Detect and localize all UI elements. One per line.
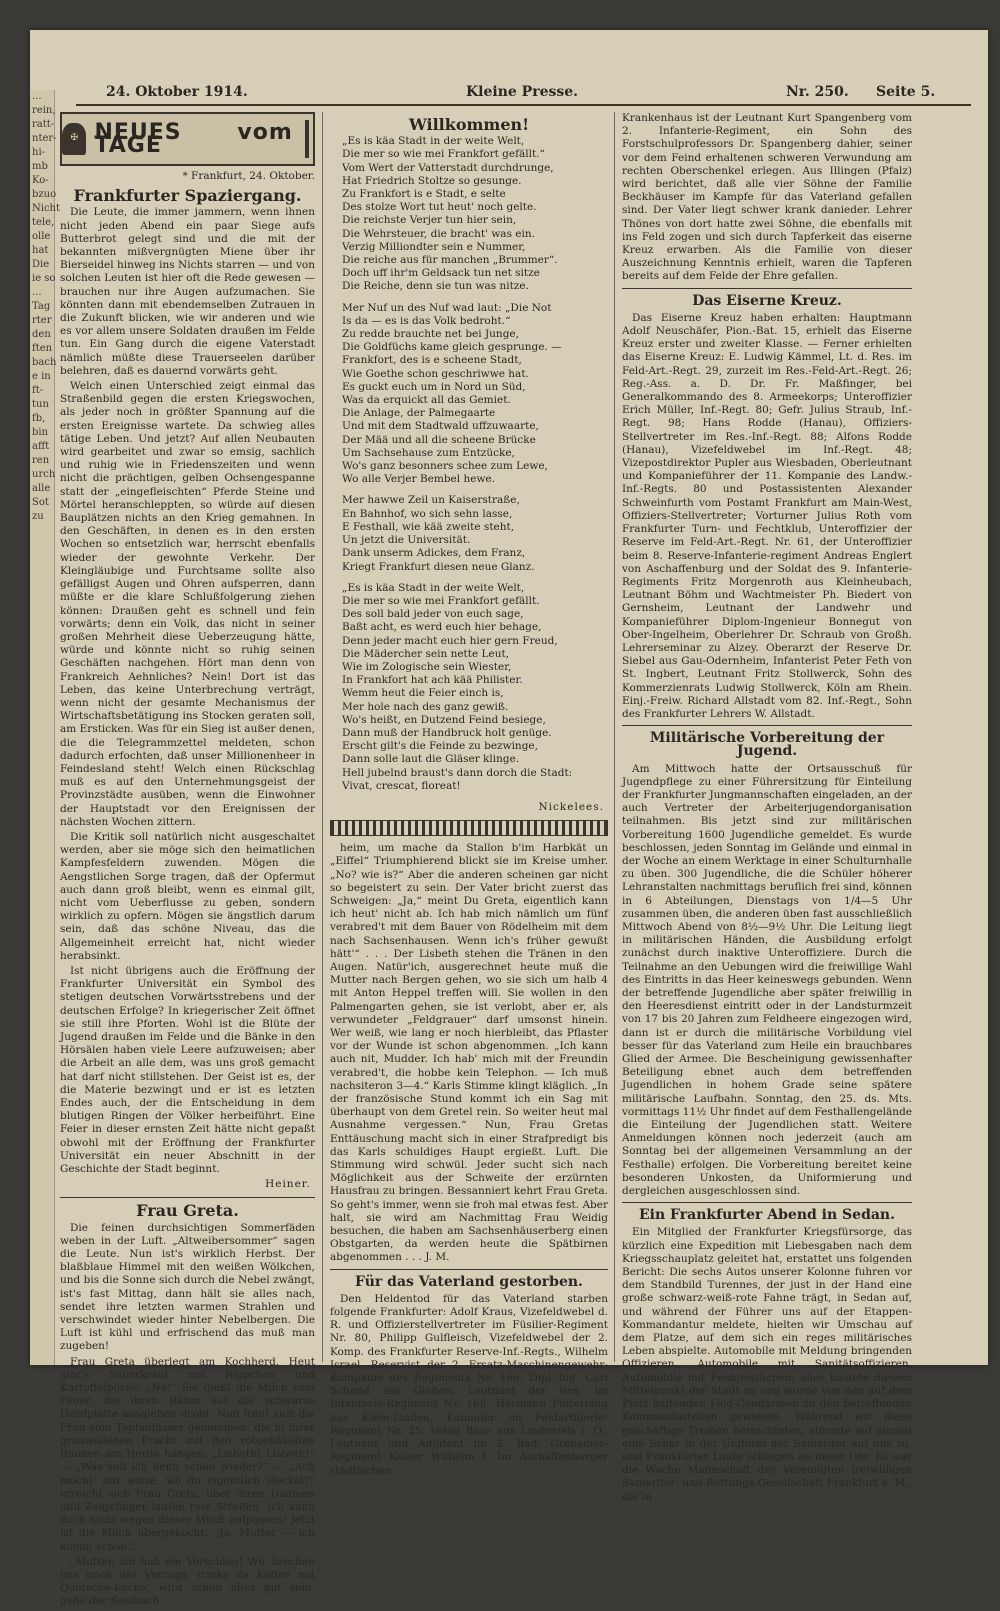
strip-fragment: tele, <box>32 217 55 228</box>
poem-line: Des soll bald jeder von euch sage, <box>342 608 524 621</box>
poem-line: Dann muß der Handbruck holt genüge. <box>342 726 552 739</box>
poem-line: Hat Friedrich Stoltze so gesunge. <box>342 174 522 187</box>
article-paragraph: Ist nicht übrigens auch die Eröffnung der Frankfurter Universität ein Symbol des stetigen deutschen Vorwärtsstrebens und der deutschen Erfolge? In kriegerischer Zeit öffnet sie still ihre Pforten. Wohl ist die Blüte der Jugend draußen im Felde und die Bänke in den Hörsälen haben viele Leere aufzuweisen; aber die Arbeit an alle dem, was uns groß gemacht hat darf nicht stillstehen. Der Geist ist es, der die Materie bezwingt und er ist es letzten Endes auch, der die Entscheidung in dem blutigen Ringen der Völker herbeiführt. Eine Feier in dieser ernsten Zeit hätte nicht gepaßt obwohl mit der Eröffnung der Frankfurter Universität ein neuer Abschnitt in der Geschichte der Stadt beginnt. <box>60 964 315 1176</box>
strip-fragment: afft <box>32 441 50 452</box>
strip-fragment: den <box>32 329 51 340</box>
poem-line: Die Reiche, denn sie tun was nitze. <box>342 280 529 293</box>
poem-line: Wo's ganz besonners schee zum Lewe, <box>342 460 548 473</box>
strip-fragment: fb, <box>32 413 46 424</box>
header-page-number: Seite 5. <box>876 84 936 100</box>
strip-fragment: olle <box>32 231 51 242</box>
poem-line: Mer Nuf un des Nuf wad laut: „Die Not <box>342 301 552 314</box>
header-date: 24. Oktober 1914. <box>106 84 248 100</box>
poem-line: Es guckt euch um in Nord un Süd, <box>342 380 526 393</box>
article-divider <box>330 1269 608 1270</box>
poem-line: Wie Goethe schon geschriwwe hat. <box>342 367 529 380</box>
article-title: Frau Greta. <box>136 1201 239 1221</box>
poem-line: Die Goldfüchs kame gleich gesprunge. — <box>342 341 562 354</box>
strip-fragment: zu <box>32 511 44 522</box>
strip-fragment: ie so <box>32 273 56 284</box>
article-divider <box>622 288 912 289</box>
cathedral-tower-icon <box>301 120 313 158</box>
strip-fragment: hi- <box>32 147 46 158</box>
poem-line: Verzig Milliondter sein e Nummer, <box>342 240 526 253</box>
strip-fragment: rter <box>32 315 52 326</box>
strip-fragment: rein, <box>32 105 56 116</box>
strip-fragment: urch <box>32 469 56 480</box>
poem-line: Mer hole nach des ganz gewiß. <box>342 700 509 713</box>
poem-line: Zu redde brauchte net bei Junge, <box>342 328 519 341</box>
poem-line: Is da — es is das Volk bedroht.“ <box>342 314 511 327</box>
poem-line: Mer hawwe Zeil un Kaiserstraße, <box>342 494 520 507</box>
strip-fragment: tun <box>32 399 49 410</box>
page-header <box>76 82 971 106</box>
poem-line: „Es is käa Stadt in der weite Welt, <box>342 581 525 594</box>
poem-line: Die mer so wie mei Frankfort gefällt. <box>342 594 540 607</box>
article-paragraph: Die Kritik soll natürlich nicht ausgeschaltet werden, aber sie möge sich den heimatlichen Kampfesfeldern zuwenden. Mögen die Aengstlichen Sorge tragen, daß der Opfermut auch dann groß bleibt, wenn es einmal gilt, nicht vom Ueberflusse zu geben, sondern wirklich zu opfern. Mögen sie ängstlich darum sein, daß das schöne Niveau, das die Allgemeinheit erreicht hat, nicht wieder herabsinkt. <box>60 830 315 962</box>
article-title: Für das Vaterland gestorben. <box>355 1273 583 1290</box>
strip-fragment: Die <box>32 259 50 270</box>
column-2 <box>330 112 608 1480</box>
article-paragraph: „Mutter, ich hab ein Vorschlag! Wir brechen uns noch das Verzugs, trinke da Kaffee mit Quetsche-Kuche, wird schon alles gut sein, gehe der Seelbach … <box>60 1555 315 1608</box>
strip-fragment: Tag <box>32 301 51 312</box>
poem-line: Un jetzt die Universität. <box>342 534 471 547</box>
poem-line: Dann solle laut die Gläser klinge. <box>342 753 520 766</box>
column-3 <box>622 112 912 1506</box>
poem-title: Willkommen! <box>408 115 530 134</box>
strip-fragment: bin <box>32 427 49 438</box>
poem-line: Die reiche aus für manchen „Brummer“. <box>342 254 558 267</box>
poem-line: Vivat, crescat, floreat! <box>342 779 461 792</box>
poem-stanza <box>342 135 608 293</box>
poem-line: Wo's heißt, en Dutzend Feind besiege, <box>342 713 546 726</box>
column-1 <box>60 112 315 1611</box>
strip-fragment: bzuo <box>32 189 57 200</box>
strip-fragment: Ko- <box>32 175 49 186</box>
column-rule-2 <box>614 112 615 1362</box>
poem-line: „Es is käa Stadt in der weite Welt, <box>342 135 525 148</box>
ornamental-divider <box>330 820 608 836</box>
header-paper-title: Kleine Presse. <box>466 84 579 100</box>
section-banner-title: NEUES vom TAGE <box>94 119 293 158</box>
poem-line: Und mit dem Stadtwald uffzuwaarte, <box>342 420 539 433</box>
poem-line: Was da erquickt all das Gemiet. <box>342 394 511 407</box>
article-paragraph: Den Heldentod für das Vaterland starben folgende Frankfurter: Adolf Kraus, Vizefeldwebel d. R. und Offizierstellvertreter im Füsilier-Regiment Nr. 80, Philipp Gulfleisch, Vizefeldwebel der 2. Komp. des Frankfurter Reserve-Inf.-Regts., Wilhelm Israel, Reservist der 2. Ersatz-Maschinengewehr-Kompanie des Regiments Nr. 166, Dipl.-Ing. Carl Schmid aus Gießen, Leutnant der Res. im Infanterie-Regiment Nr. 168, Hermann Pinterlang aus Klein-Linden, Kanonier im Feldartillerie-Regiment Nr. 25, Vetag Baur aus Lindenfels i. O., Leutnant und Adjutant im 2. Bad. Grenadier-Regiment Kaiser Wilhelm I. Im Aschaffenburger städtischen <box>330 1292 608 1477</box>
poem-line: Wemm heut die Feier einch is, <box>342 687 504 700</box>
strip-fragment: Sot <box>32 497 49 508</box>
poem-line: Zu Frankfort is e Stadt, e selte <box>342 188 506 201</box>
article-divider <box>60 1197 315 1198</box>
poem-line: E Festhall, wie kää zweite steht, <box>342 520 515 533</box>
adjacent-page-strip <box>30 90 61 1365</box>
strip-fragment: ... <box>32 287 42 298</box>
newspaper-page <box>30 30 988 1608</box>
article-divider <box>622 1202 912 1203</box>
strip-fragment: nter- <box>32 133 57 144</box>
poem-line: Die Mädercher sein nette Leut, <box>342 647 510 660</box>
poem-line: En Bahnhof, wo sich sehn lasse, <box>342 507 513 520</box>
poem-stanza <box>342 302 608 487</box>
poem-line: Wo alle Verjer Bembel hewe. <box>342 473 495 486</box>
strip-fragment: ften <box>32 343 53 354</box>
article-divider <box>622 725 912 726</box>
column-rule-1 <box>322 112 323 1362</box>
dateline: * Frankfurt, 24. Oktober. <box>182 170 315 182</box>
article-title: Militärische Vorbereitung der Jugend. <box>649 730 885 760</box>
poem-line: Vom Wert der Vatterstadt durchdrunge, <box>342 161 554 174</box>
strip-fragment: hat <box>32 245 49 256</box>
article-title: Das Eiserne Kreuz. <box>692 292 842 309</box>
strip-fragment: bach <box>32 357 57 368</box>
poem-line: Um Sachsehause zum Entzücke, <box>342 446 515 459</box>
poem-line: Doch uff ihr'm Geldsack tun net sitze <box>342 267 540 280</box>
poem-line: In Frankfort hat ach kää Philister. <box>342 674 523 687</box>
article-title: Frankfurter Spaziergang. <box>73 186 302 206</box>
strip-fragment: Nicht <box>32 203 61 214</box>
poem <box>342 135 608 793</box>
strip-fragment: alle <box>32 483 51 494</box>
article-paragraph: Am Mittwoch hatte der Ortsausschuß für Jugendpflege zu einer Führersitzung für Einteilung der Frankfurter Jungmannschaften eingeladen, an der auch Vertreter der Arbeiterjugendorganisation teilnahmen. Bis jetzt sind zur militärischen Vorbereitung 1600 Jugendliche gemeldet. Es wurde beschlossen, jeden Sonntag im Gelände und einmal in der Woche an einem Werktage in einer Schulturnhalle zu üben. 300 Jugendliche, die die Schüler höherer Lehranstalten nachmittags beruflich frei sind, können in 6 Abteilungen, Dienstags von 1/4—5 Uhr zusammen üben, die anderen üben fast ausschließlich Mittwoch Abend von 8½—9½ Uhr. Die Leitung liegt in militärischen Händen, die Ausbildung erfolgt zunächst durch inaktive Unteroffiziere. Durch die Teilnahme an den Uebungen wird die freiwillige Wahl des Eintritts in das Heer keineswegs gebunden. Wenn der betreffende Jugendliche aber später freiwillig in den Heeresdienst eintritt oder in der Landsturmzeit von 17 bis 20 Jahren zum Feldheere eingezogen wird, dann ist er durch die militärische Vorbildung viel besser für das Vaterland zum Heile ein brauchbares Glied der Armee. Die Bescheinigung gewissenhafter Beteiligung ebnet auch dem betreffenden Jugendlichen in hohem Grade seine spätere militärische Laufbahn. Sonntag, den 25. ds. Mts. vormittags 11½ Uhr findet auf dem Festhallengelände die Einteilung der Jugendlichen statt. Weitere Anmeldungen können noch jederzeit (auch am Sonntag bei der allgemeinen Versammlung an der Festhalle) erfolgen. Die Vorbereitung bereitet keine besonderen Unkosten, da Uniformierung und dergleichen ausgeschlossen sind. <box>622 762 912 1198</box>
article-paragraph: Ein Mitglied der Frankfurter Kriegsfürsorge, das kürzlich eine Expedition mit Liebesgaben nach dem Kriegsschauplatz geleitet hat, erstattet uns folgenden Bericht: Die sechs Autos unserer Kolonne fuhren vor dem Standbild Turennes, der just in der Hand eine große schwarz-weiß-rote Fahne trägt, in Sedan auf, und während der Führer uns auf der Etappen-Kommandantur meldete, hielten wir Umschau auf dem Platze, auf dem sich ein reges militärisches Leben abspielte. Automobile mit Meldung bringenden Offizieren, Automobile mit Sanitätsoffizieren, Automobile mit Feldgeistlichen; alles hastete diesem Mittelpunkt der Stadt zu und wurde von den auf dem Platz haltenden Feld-Gendarmen zu den betreffenden Kommandostellen gewiesen. Während wir diese geschäftige Treiben betrachteten, stürmte auf einmal eine Schar in der Uniform der Samariter auf uns zu, und Frankfurter Laute schlugen an unser Ohr. Es war die Wache Mannschaft der Vereinigten freiwilligen Samariter- und Rettungs-Gesellschaft Frankfurt a. M., die in <box>622 1226 912 1503</box>
poem-stanza <box>342 494 608 573</box>
eagle-emblem-icon: ✠ <box>62 123 86 155</box>
section-banner <box>60 112 315 166</box>
header-issue-number: Nr. 250. <box>786 84 849 100</box>
article-continuation: Krankenhaus ist der Leutnant Kurt Spangenberg vom 2. Infanterie-Regiment, ein Sohn des Forstschulprofessors Dr. Spangenberg dahier, seiner vor dem Feind erhaltenen schweren Verwundung am rechten Oberschenkel erlegen. Aus Illingen (Pfalz) wird berichtet, daß alle vier Söhne der Familie Beckhäuser im Kampfe für das Vaterland gefallen sind. Der Vater liegt schwer krank danieder. Lehrer Thönes von dort hatte zwei Söhne, die ebenfalls mit ins Feld zogen und sich durch Tapferkeit das eiserne Kreuz erwarben. Als die Familie von dieser Auszeichnung Kenntnis erhielt, waren die Tapferen bereits auf dem Felde der Ehre gefallen. <box>622 112 912 283</box>
article-paragraph: Frau Greta überlegt am Kochherd. Heut gibt's Sauerkraut mit Rippchen und Kartoffelpüree. „Na!“ Sie gießt die Milch vom Feuer, die ihren Rahm auf die schwarze Herdplatte ausgießen droht. Nun freut sich die Frau vom Topfanfasser genommen. die in ihrer grauwollenen Pracht mit den rotgehäkelten Blumen am Herde hängen. „Lisbeth! Lisbeth!“ — „Was soll ich denn schon wieder?“ — „Ach möcht' nur wisse, wo du eigentlich steckst?“ erreicht sich Frau Greta, über ihren Daumen und Zeigefinger laufen rote Streifen. Ich kann doch nicht wegen dieser Milch aufpassen! Jetzt ist die Milch übergekocht. „Ja, Mutter — ich komm schon.“ <box>60 1355 315 1553</box>
article-continuation: heim, um mache da Stallon b'im Harbkät un „Eiffel“ Triumphierend blickt sie im Kreise umher. „No? wie is?“ Aber die anderen scheinen gar nicht so begeistert zu sein. Der Vater bricht zuerst das Schweigen: „Ja,“ meint Du Greta, eigentlich kann ich heut' nicht ab. Ich hab mich nämlich um fünf verabred't mit dem Bauer von Rödelheim mit dem nach Sachsenhausen. Wenn ich's früher gewußt hätt'“ . . . Der Lisbeth stehen die Tränen in den Augen. Natür'ich, ausgerechnet heute muß die Mutter nach Bergen gehen, wo sie sich um halb 4 mit Anton Heppel treffen will. Sie wollen in den Palmengarten gehen, sie ist verlobt, aber er, als verwundeter „Feldgrauer“ darf umsonst hinein. Wer weiß, wie lang er noch hierbleibt, das Pflaster vor der Wunde ist schon abgenommen. „Ich kann auch nit, Mudder. Ich hab' mich mit der Freundin verabred't, die hobbe kein Telephon. — Ich muß nachsiteron 3—4.“ Karls Stimme klingt kläglich. „In der französische Stund kommt ich ein Sag mit überhaupt von dem Gretel rein. So weiter heut mal Ausnahme vergessen.“ Nun, Frau Gretas Enttäuschung macht sich in einer Strafpredigt bis das Karls schuldiges Haupt ergießt. Luft. Die Stimmung wird schwül. Jeder sucht sich nach Möglichkeit aus der Schweite der erzürnten Hausfrau zu bringen. Bessanniert kehrt Frau Greta. So geht's immer, wenn sie froh mal etwas fest. Aber halt, sie wird am Nachmittag Frau Weidig besuchen, die haben am Sachsenhäuserberg einen Obstgarten, da werden heute die Spätbirnen abgenommen . . . J. M. <box>330 842 608 1264</box>
poem-line: Frankfort, des is e scheene Stadt, <box>342 354 522 367</box>
article-signature: Heiner. <box>265 1178 311 1191</box>
poem-line: Erscht gilt's die Feinde zu bezwinge, <box>342 740 538 753</box>
poem-line: Hell jubelnd braust's dann dorch die Stadt: <box>342 766 573 779</box>
poem-stanza <box>342 582 608 793</box>
poem-line: Der Mää und all die scheene Brücke <box>342 433 536 446</box>
poem-line: Die Wehrsteuer, die bracht' was ein. <box>342 227 535 240</box>
poem-line: Dank unserm Adickes, dem Franz, <box>342 547 526 560</box>
strip-fragment: e in <box>32 371 51 382</box>
poem-line: Die mer so wie mei Frankfort gefällt.“ <box>342 148 545 161</box>
poem-signature: Nickelees. <box>538 800 604 813</box>
strip-fragment: ft- <box>32 385 44 396</box>
poem-line: Wie im Zologische sein Wiester, <box>342 660 512 673</box>
poem-line: Denn jeder macht euch hier gern Freud, <box>342 634 558 647</box>
article-paragraph: Das Eiserne Kreuz haben erhalten: Hauptmann Adolf Neuschäfer, Pion.-Bat. 15, erhielt das Eiserne Kreuz erster und zweiter Klasse. — Ferner erhielten das Eiserne Kreuz: E. Ludwig Kämmel, Lt. d. Res. im Feld-Art.-Regt. 29, zurzeit im Res.-Feld-Art.-Regt. 26; Reg.-Ass. a. D. Dr. Fr. Maßfinger, bei Generalkommando des 8. Armeekorps; Unteroffizier Erich Müller, Inf.-Regt. 80; Gefr. Julius Straub, Inf.-Regt. 98; Hans Rodde (Hanau), Offiziers-Stellvertreter im Res.-Inf.-Regt. 88; Alfons Rodde (Hanau), Vizefeldwebel im Inf.-Regt. 48; Vizepostdirektor Pupler aus Wiesbaden, Oberleutnant und Kompanieführer der 11. Kompanie des Landw.-Inf.-Regts. 80 und Postassistenten Alexander Schweinfurth vom Postamt Frankfurt am Main-West, Offiziers-Stellvertreter; Vorturner Julius Roth vom Frankfurter Turn- und Fechtklub, Unteroffizier der Reserve im Feld-Art.-Regt. Nr. 61, der Unteroffizier beim 8. Reserve-Infanterie-regiment Andreas Englert von Aschaffenburg und der Soldat des 9. Infanterie-Regiments Fritz Morgenroth aus Kleinheubach, Leutnant Böhm und Wachtmeister Ph. Biedert von Gernsheim, Leutnant der Landwehr und Kompanieführer Diplom-Ingenieur Bonnegut von Ober-Ingelheim, Oberlehrer Dr. Schraub von Großh. Lehrerseminar zu Alzey. Oberarzt der Reserve Dr. Siebel aus Gau-Odernheim, Infanterist Peter Feth von St. Ingbert, Leutnant Fritz Stollwerck, Sohn des Kommerzienrats Ludwig Stollwerck, Köln am Rhein. Einj.-Freiw. Richard Allstadt vom 82. Inf.-Regt., Sohn des Frankfurter Lehrers W. Allstadt. <box>622 311 912 720</box>
article-paragraph: Welch einen Unterschied zeigt einmal das Straßenbild gegen die ersten Kriegswochen, als jeder noch in größter Spannung auf die ersten Ereignisse wartete. Da schwieg alles tätige Leben. Und jetzt? Auf allen Neubauten wird gearbeitet und zwar so emsig, sachlich und ruhig wie in Friedenszeiten und wenn nicht die prächtigen, gelben Ochsengespanne statt der „eingefleischten“ Pferde Steine und Mörtel heranschleppten, so würde auf diesen Bauplätzen nichts an den Krieg gemahnen. In den Geschäften, in denen es in den ersten Wochen so entsetzlich war, herrscht ebenfalls wieder der gewohnte Verkehr. Der Kleingläubige und Furchtsame sollte also gefälligst Augen und Ohren aufsperren, dann müßte er die klare Schlußfolgerung ziehen können: Draußen geht es schnell und fein vorwärts; denn ein Volk, das nicht in seiner großen Mehrheit diese Ueberzeugung hätte, würde und könnte nicht so ruhig seinen Geschäften nachgehen. Hört man denn von Frankreich Aehnliches? Nein! Dort ist das Leben, das keine Unterbrechung verträgt, wenn nicht der gesamte Mechanismus der Wirtschaftsbetätigung ins Stocken geraten soll, am Ersticken. Was für ein Sieg ist außer denen, die die Telegrammzettel meldeten, schon dadurch erfochten, daß unser Millionenheer in Feindesland steht! Welch einen Rückschlag muß es auf den Unternehmungsgeist der Provinzstädte ausüben, wenn die Einwohner der Hauptstadt vor den Ereignissen der nächsten Wochen zittern. <box>60 380 315 828</box>
strip-fragment: ... <box>32 91 42 102</box>
strip-fragment: ratt- <box>32 119 55 130</box>
strip-fragment: mb <box>32 161 48 172</box>
poem-line: Die reichste Verjer tun hier sein, <box>342 214 517 227</box>
article-paragraph: Die Leute, die immer jammern, wenn ihnen nicht jeden Abend ein paar Siege aufs Butterbrot gelegt sind und die mit der bekannten mißvergnügten Miene über ihr Bierseidel hinweg ins Nichts starren — und von solchen Leuten ist hier oft die Rede gewesen — brauchen nur ihre Augen aufzumachen. Sie könnten dann mit ebendemselben Zutrauen in die Zukunft blicken, wie wir anderen und wie es vor allem unsere Soldaten draußen im Felde tun. Ein Gang durch die eigene Vaterstadt nämlich müßte diese Trauerseelen darüber belehren, daß es dauernd vorwärts geht. <box>60 206 315 377</box>
poem-line: Die Anlage, der Palmegaarte <box>342 407 496 420</box>
article-paragraph: Die feinen durchsichtigen Sommerfäden weben in der Luft. „Altweibersommer“ sagen die Leute. Nun ist's wirklich Herbst. Der blaßblaue Himmel mit den weißen Wölkchen, und bis die Sonne sich durch die Nebel zwängt, ist's fast Mittag, dann hält sie alles nach, sendet ihre letzten warmen Strahlen und verschwindet wieder hinter Nebelbergen. Die Luft ist kühl und erfrischend das muß man zugeben! <box>60 1221 315 1353</box>
poem-line: Kriegt Frankfurt diesen neue Glanz. <box>342 560 535 573</box>
poem-line: Baßt acht, es werd euch hier behage, <box>342 621 542 634</box>
article-title: Ein Frankfurter Abend in Sedan. <box>639 1207 895 1224</box>
poem-line: Des stolze Wort tut heut' noch gelte. <box>342 201 537 214</box>
strip-fragment: ren <box>32 455 50 466</box>
